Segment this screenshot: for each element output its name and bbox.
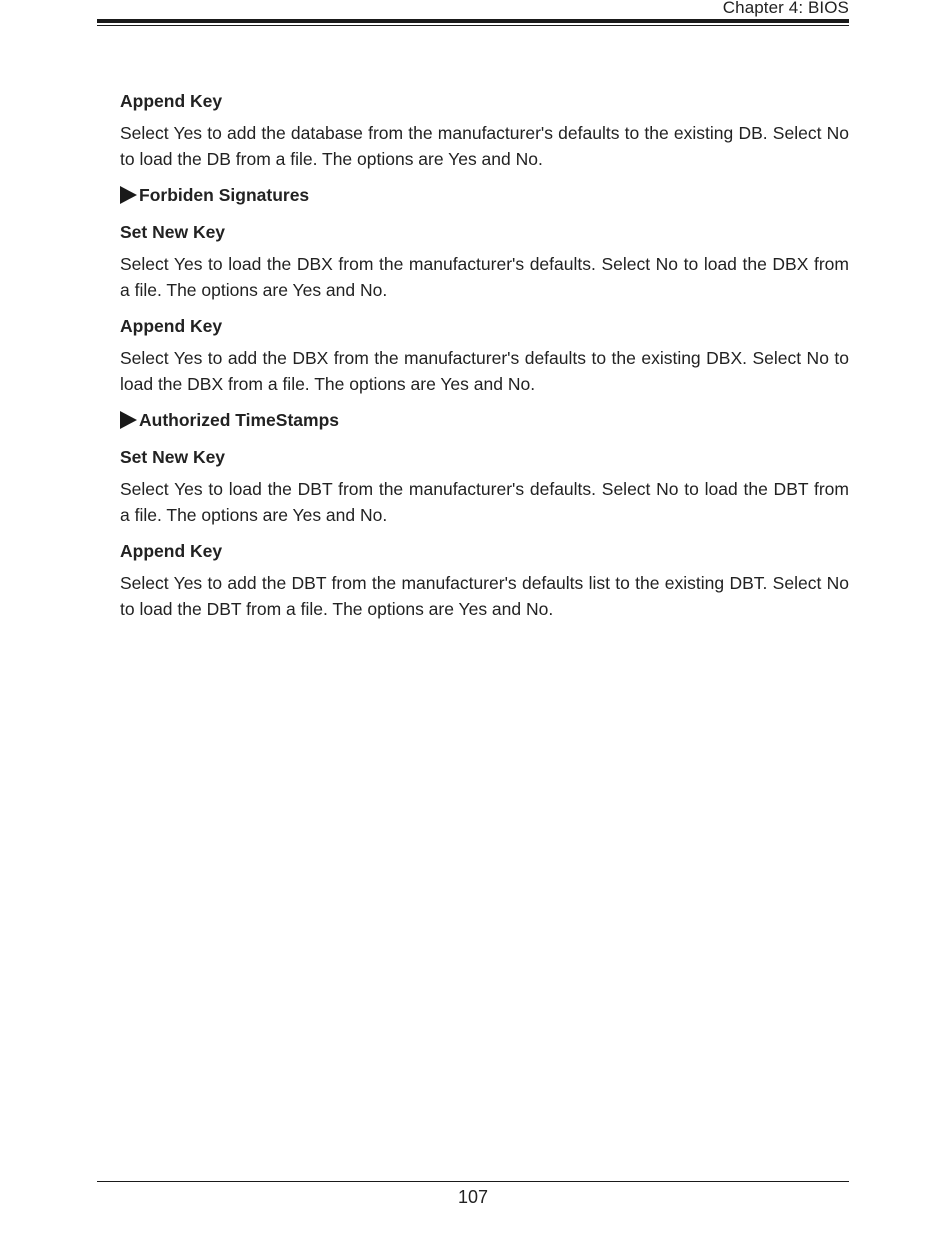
bios-item-append-key-dbt <box>120 539 849 622</box>
item-description: Select Yes to add the DBT from the manufacturer's defaults list to the existing DBT. Select No to load the DBT from a file. The options are Yes and No. <box>120 573 849 619</box>
page-number: 107 <box>457 1187 489 1207</box>
header-rule-thin <box>97 25 849 26</box>
bios-item-append-key-db <box>120 89 849 172</box>
item-description: Select Yes to add the database from the manufacturer's defaults to the existing DB. Select No to load the DB from a file. The options are Yes and No. <box>120 123 849 169</box>
section-heading-label: Authorized TimeStamps <box>139 410 339 430</box>
chapter-header: Chapter 4: BIOS <box>722 0 849 17</box>
header-rule-thick <box>97 19 849 23</box>
item-heading: Append Key <box>120 91 223 111</box>
item-description: Select Yes to add the DBX from the manufacturer's defaults to the existing DBX. Select No to load the DBX from a file. The options are Yes and No. <box>120 348 849 394</box>
item-heading: Append Key <box>120 541 223 561</box>
section-heading-label: Forbiden Signatures <box>139 185 310 205</box>
footer-rule <box>97 1181 849 1182</box>
page-content <box>120 89 849 633</box>
item-description: Select Yes to load the DBT from the manufacturer's defaults. Select No to load the DBT from a file. The options are Yes and No. <box>120 479 849 525</box>
section-heading-forbiden-signatures <box>120 183 849 207</box>
item-heading: Set New Key <box>120 447 226 467</box>
bios-item-set-new-key-dbt <box>120 445 849 528</box>
bios-item-append-key-dbx <box>120 314 849 397</box>
triangle-right-icon <box>120 411 137 429</box>
section-heading-authorized-timestamps <box>120 408 849 432</box>
item-description: Select Yes to load the DBX from the manufacturer's defaults. Select No to load the DBX from a file. The options are Yes and No. <box>120 254 849 300</box>
item-heading: Append Key <box>120 316 223 336</box>
item-heading: Set New Key <box>120 222 226 242</box>
triangle-right-icon <box>120 186 137 204</box>
bios-item-set-new-key-dbx <box>120 220 849 303</box>
